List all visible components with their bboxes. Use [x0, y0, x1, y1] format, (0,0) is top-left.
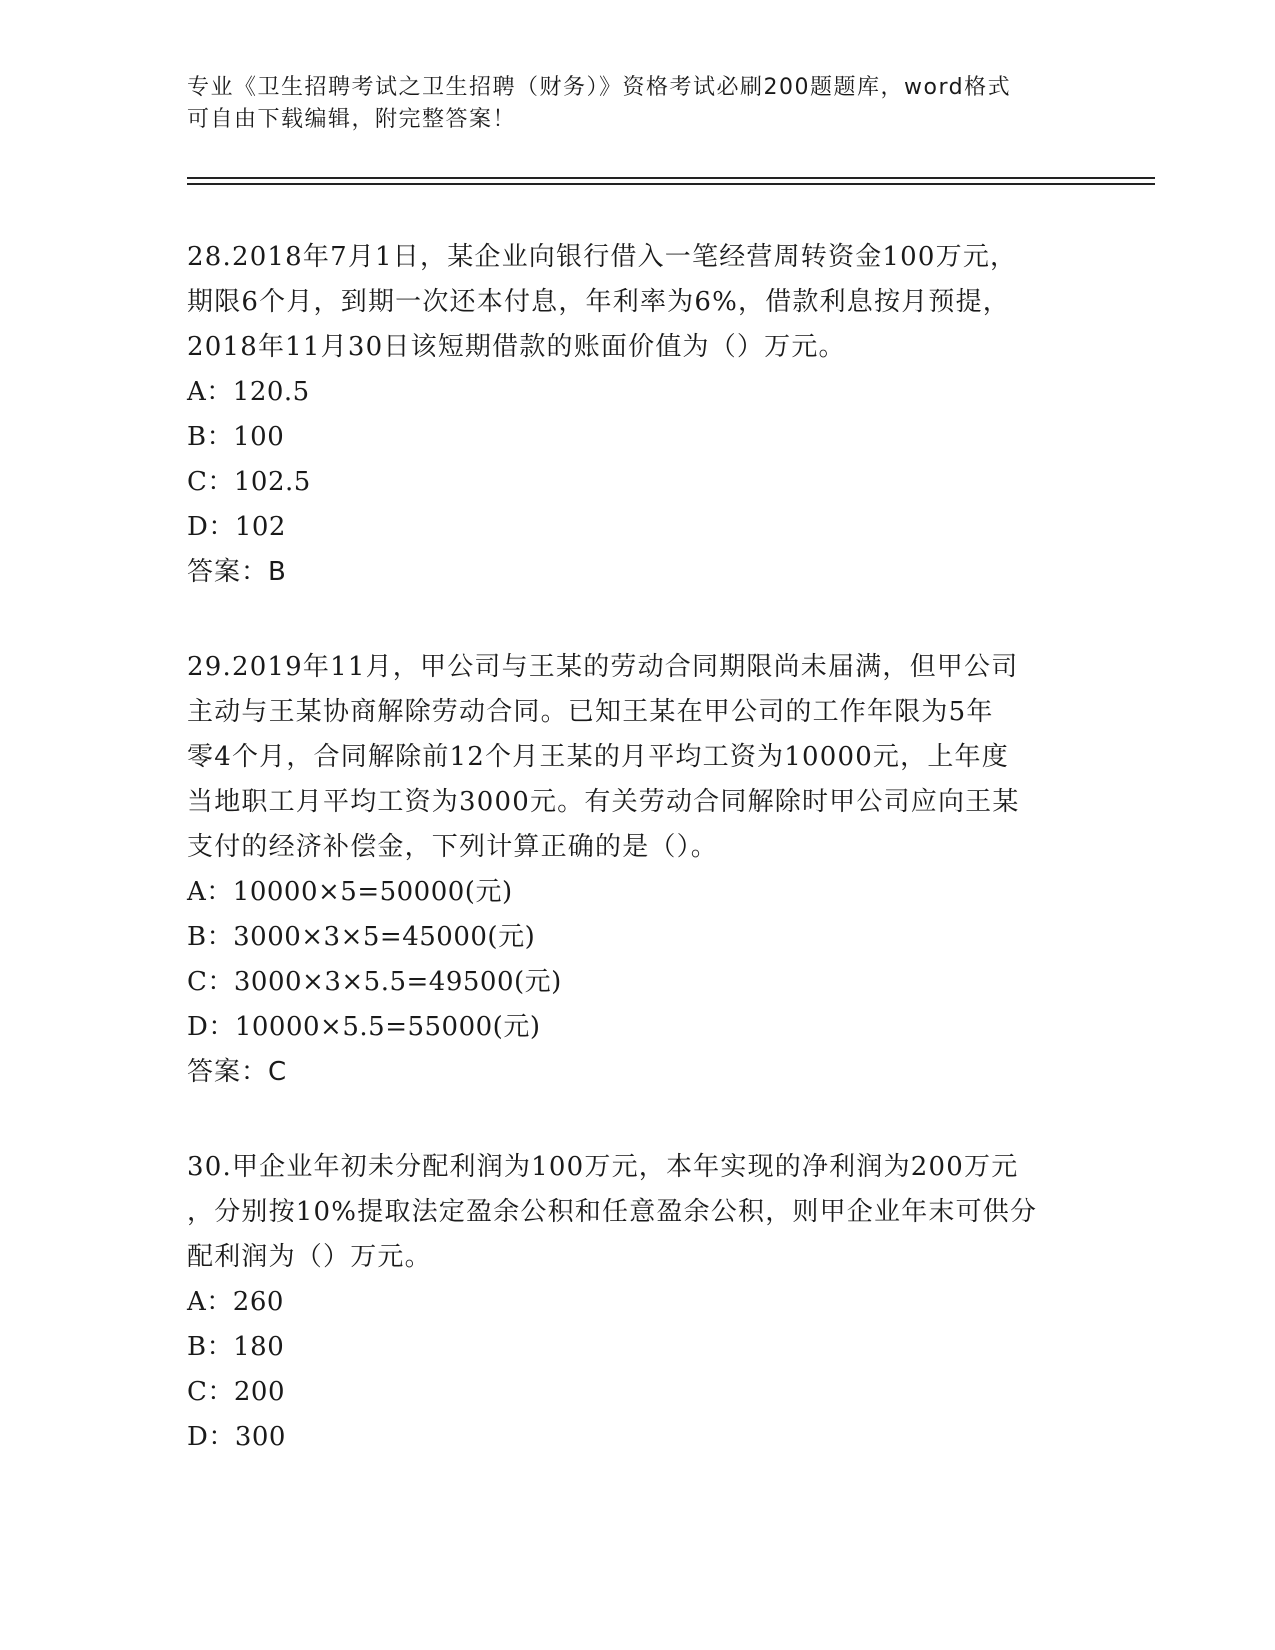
option-d: D：10000×5.5=55000(元) [187, 1012, 541, 1042]
question-stem-line: ，分别按10%提取法定盈余公积和任意盈余公积，则甲企业年末可供分 [187, 1197, 1038, 1227]
question-stem-line: 29.2019年11月，甲公司与王某的劳动合同期限尚未届满，但甲公司 [187, 652, 1019, 682]
option-c: C：102.5 [187, 467, 311, 497]
option-d: D：102 [187, 512, 286, 542]
header-line-2: 可自由下载编辑，附完整答案！ [187, 107, 517, 132]
header-divider-bottom [187, 183, 1155, 185]
question-30 [187, 1145, 1087, 1460]
answer-line: 答案：C [187, 1057, 288, 1087]
question-stem-line: 主动与王某协商解除劳动合同。已知王某在甲公司的工作年限为5年 [187, 697, 994, 727]
option-a: A：260 [187, 1287, 284, 1317]
question-stem-line: 28.2018年7月1日，某企业向银行借入一笔经营周转资金100万元， [187, 242, 1018, 272]
question-stem-line: 零4个月，合同解除前12个月王某的月平均工资为10000元，上年度 [187, 742, 1009, 772]
option-a: A：10000×5=50000(元) [187, 877, 513, 907]
option-b: B：180 [187, 1332, 285, 1362]
option-a: A：120.5 [187, 377, 310, 407]
question-stem-line: 支付的经济补偿金，下列计算正确的是（）。 [187, 832, 719, 862]
document-header [187, 72, 1067, 136]
question-stem-line: 配利润为（）万元。 [187, 1242, 432, 1272]
question-28 [187, 235, 1087, 595]
option-b: B：100 [187, 422, 285, 452]
option-c: C：200 [187, 1377, 286, 1407]
option-d: D：300 [187, 1422, 286, 1452]
answer-line: 答案：B [187, 557, 287, 587]
question-stem-line: 30.甲企业年初未分配利润为100万元，本年实现的净利润为200万元 [187, 1152, 1019, 1182]
question-29 [187, 645, 1087, 1095]
option-b: B：3000×3×5=45000(元) [187, 922, 536, 952]
header-divider-top [187, 177, 1155, 179]
option-c: C：3000×3×5.5=49500(元) [187, 967, 562, 997]
question-stem-line: 期限6个月，到期一次还本付息，年利率为6%，借款利息按月预提， [187, 287, 1010, 317]
header-line-1: 专业《卫生招聘考试之卫生招聘（财务）》资格考试必刷200题题库，word格式 [187, 75, 1012, 100]
question-stem-line: 2018年11月30日该短期借款的账面价值为（）万元。 [187, 332, 846, 362]
question-stem-line: 当地职工月平均工资为3000元。有关劳动合同解除时甲公司应向王某 [187, 787, 1020, 817]
